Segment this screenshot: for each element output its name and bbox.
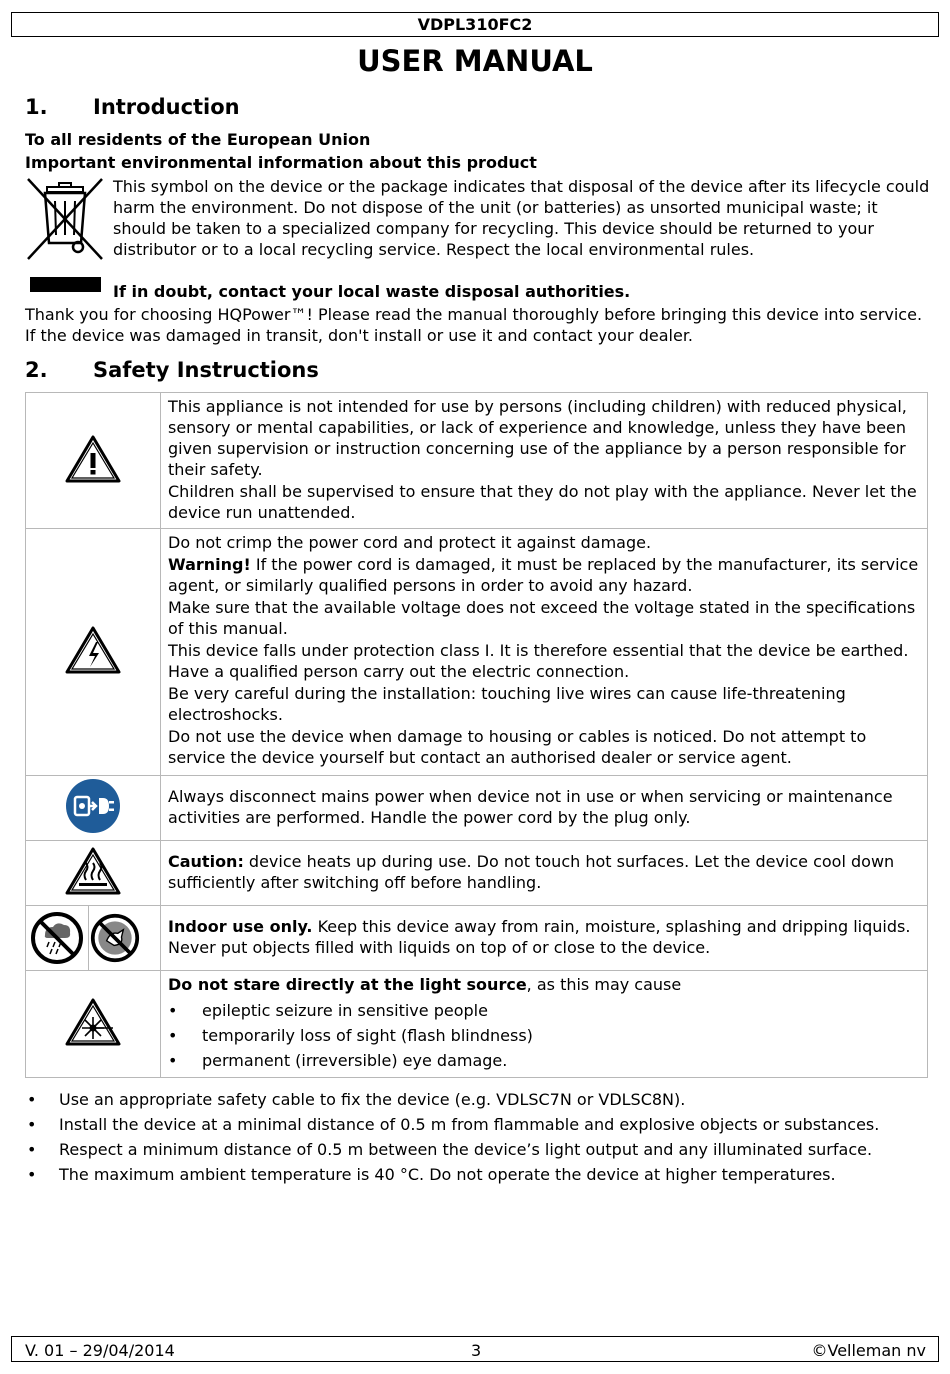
safety-row-general bbox=[26, 393, 928, 529]
copyright: ©Velleman nv bbox=[811, 1341, 926, 1360]
indoor-label: Indoor use only. bbox=[168, 917, 313, 936]
safety-text: device heats up during use. Do not touch hot surfaces. Let the device cool down sufficiently after switching off before handling. bbox=[168, 852, 895, 892]
hot-surface-icon bbox=[65, 846, 121, 896]
safety-row-light bbox=[26, 971, 928, 1078]
section-number: 1. bbox=[25, 95, 48, 119]
caution-label: Caution: bbox=[168, 852, 244, 871]
safety-text: Make sure that the available voltage does not exceed the voltage stated in the specifications of this manual. bbox=[168, 598, 916, 638]
safety-row-disconnect bbox=[26, 776, 928, 841]
safety-text: Do not use the device when damage to housing or cables is noticed. Do not attempt to service the device yourself but contact an authorised dealer or service agent. bbox=[168, 727, 867, 767]
safety-text: Children shall be supervised to ensure that they do not play with the appliance. Never let the device run unattended. bbox=[168, 482, 917, 522]
list-item: • epileptic seizure in sensitive people bbox=[168, 998, 921, 1023]
document-title: USER MANUAL bbox=[357, 44, 593, 78]
section-title: Safety Instructions bbox=[93, 358, 319, 382]
page-footer bbox=[11, 1336, 939, 1362]
light-paragraph bbox=[168, 974, 921, 995]
safety-table bbox=[25, 392, 928, 1078]
light-label: Do not stare directly at the light source bbox=[168, 975, 527, 994]
safety-text: Always disconnect mains power when device not in use or when servicing or maintenance activities are performed. Handle the power cord by the plug only. bbox=[168, 787, 893, 827]
list-item: • Respect a minimum distance of 0.5 m between the device’s light output and any illuminated surface. bbox=[25, 1139, 945, 1160]
no-splash-icon bbox=[90, 913, 140, 963]
list-item: • temporarily loss of sight (flash blindness) bbox=[168, 1023, 921, 1048]
page-number: 3 bbox=[471, 1341, 482, 1360]
safety-text: , as this may cause bbox=[526, 975, 682, 994]
safety-row-electric bbox=[26, 529, 928, 776]
safety-text: Keep this device away from rain, moisture, splashing and dripping liquids. Never put objects filled with liquids on top of or close to the device. bbox=[168, 917, 911, 957]
list-item: • The maximum ambient temperature is 40 °C. Do not operate the device at higher temperatures. bbox=[25, 1164, 945, 1185]
disconnect-mains-icon bbox=[65, 778, 121, 834]
general-warning-icon bbox=[65, 434, 121, 484]
indoor-paragraph bbox=[168, 916, 921, 958]
safety-text: This appliance is not intended for use by persons (including children) with reduced physical, sensory or mental capabilities, or lack of experience and knowledge, unless they have been given supervision or instruction concerning use of the appliance by a person responsible for their safety. bbox=[168, 397, 907, 479]
section-number: 2. bbox=[25, 358, 48, 382]
safety-text: Do not crimp the power cord and protect it against damage. bbox=[168, 533, 652, 552]
model-name: VDPL310FC2 bbox=[417, 15, 533, 34]
warning-paragraph bbox=[168, 554, 921, 596]
safety-bullet-list bbox=[25, 1089, 945, 1189]
safety-text: Be very careful during the installation: touching live wires can cause life-threatening electroshocks. bbox=[168, 684, 846, 724]
safety-row-hot-surface bbox=[26, 841, 928, 906]
page-header bbox=[11, 12, 939, 37]
warning-label: Warning! bbox=[168, 555, 251, 574]
thank-you-text: Thank you for choosing HQPower™! Please read the manual thoroughly before bringing this device into service. If the device was damaged in transit, don't install or use it and contact your dealer. bbox=[25, 305, 923, 345]
section-heading-safety bbox=[25, 358, 319, 382]
safety-text: This device falls under protection class I. It is therefore essential that the device be earthed. Have a qualified person carry out the electric connection. bbox=[168, 641, 909, 681]
caution-paragraph bbox=[168, 851, 921, 893]
laser-radiation-icon bbox=[65, 997, 121, 1047]
section-title: Introduction bbox=[93, 95, 240, 119]
eu-residents-line: To all residents of the European Union bbox=[25, 130, 371, 149]
eye-risk-list bbox=[168, 998, 921, 1073]
waste-authorities-note: If in doubt, contact your local waste disposal authorities. bbox=[113, 282, 631, 301]
version-date: V. 01 – 29/04/2014 bbox=[25, 1341, 175, 1360]
section-heading-introduction bbox=[25, 95, 240, 119]
safety-row-indoor bbox=[26, 906, 928, 971]
environment-info-line: Important environmental information about this product bbox=[25, 153, 537, 172]
weee-text: This symbol on the device or the package indicates that disposal of the device after its lifecycle could harm the environment. Do not dispose of the unit (or batteries) as unsorted municipal waste; it should be taken to a specialized company for recycling. This device should be returned to your distributor or to a local recycling service. Respect the local environmental rules. bbox=[113, 177, 930, 259]
list-item: • permanent (irreversible) eye damage. bbox=[168, 1048, 921, 1073]
safety-text: If the power cord is damaged, it must be replaced by the manufacturer, its service agent, or similarly qualified persons in order to avoid any hazard. bbox=[168, 555, 919, 595]
crossed-bin-icon bbox=[25, 177, 105, 292]
electric-hazard-icon bbox=[65, 625, 121, 675]
list-item: • Install the device at a minimal distance of 0.5 m from flammable and explosive objects or substances. bbox=[25, 1114, 945, 1135]
list-item: • Use an appropriate safety cable to fix the device (e.g. VDLSC7N or VDLSC8N). bbox=[25, 1089, 945, 1110]
no-rain-icon bbox=[30, 911, 84, 965]
